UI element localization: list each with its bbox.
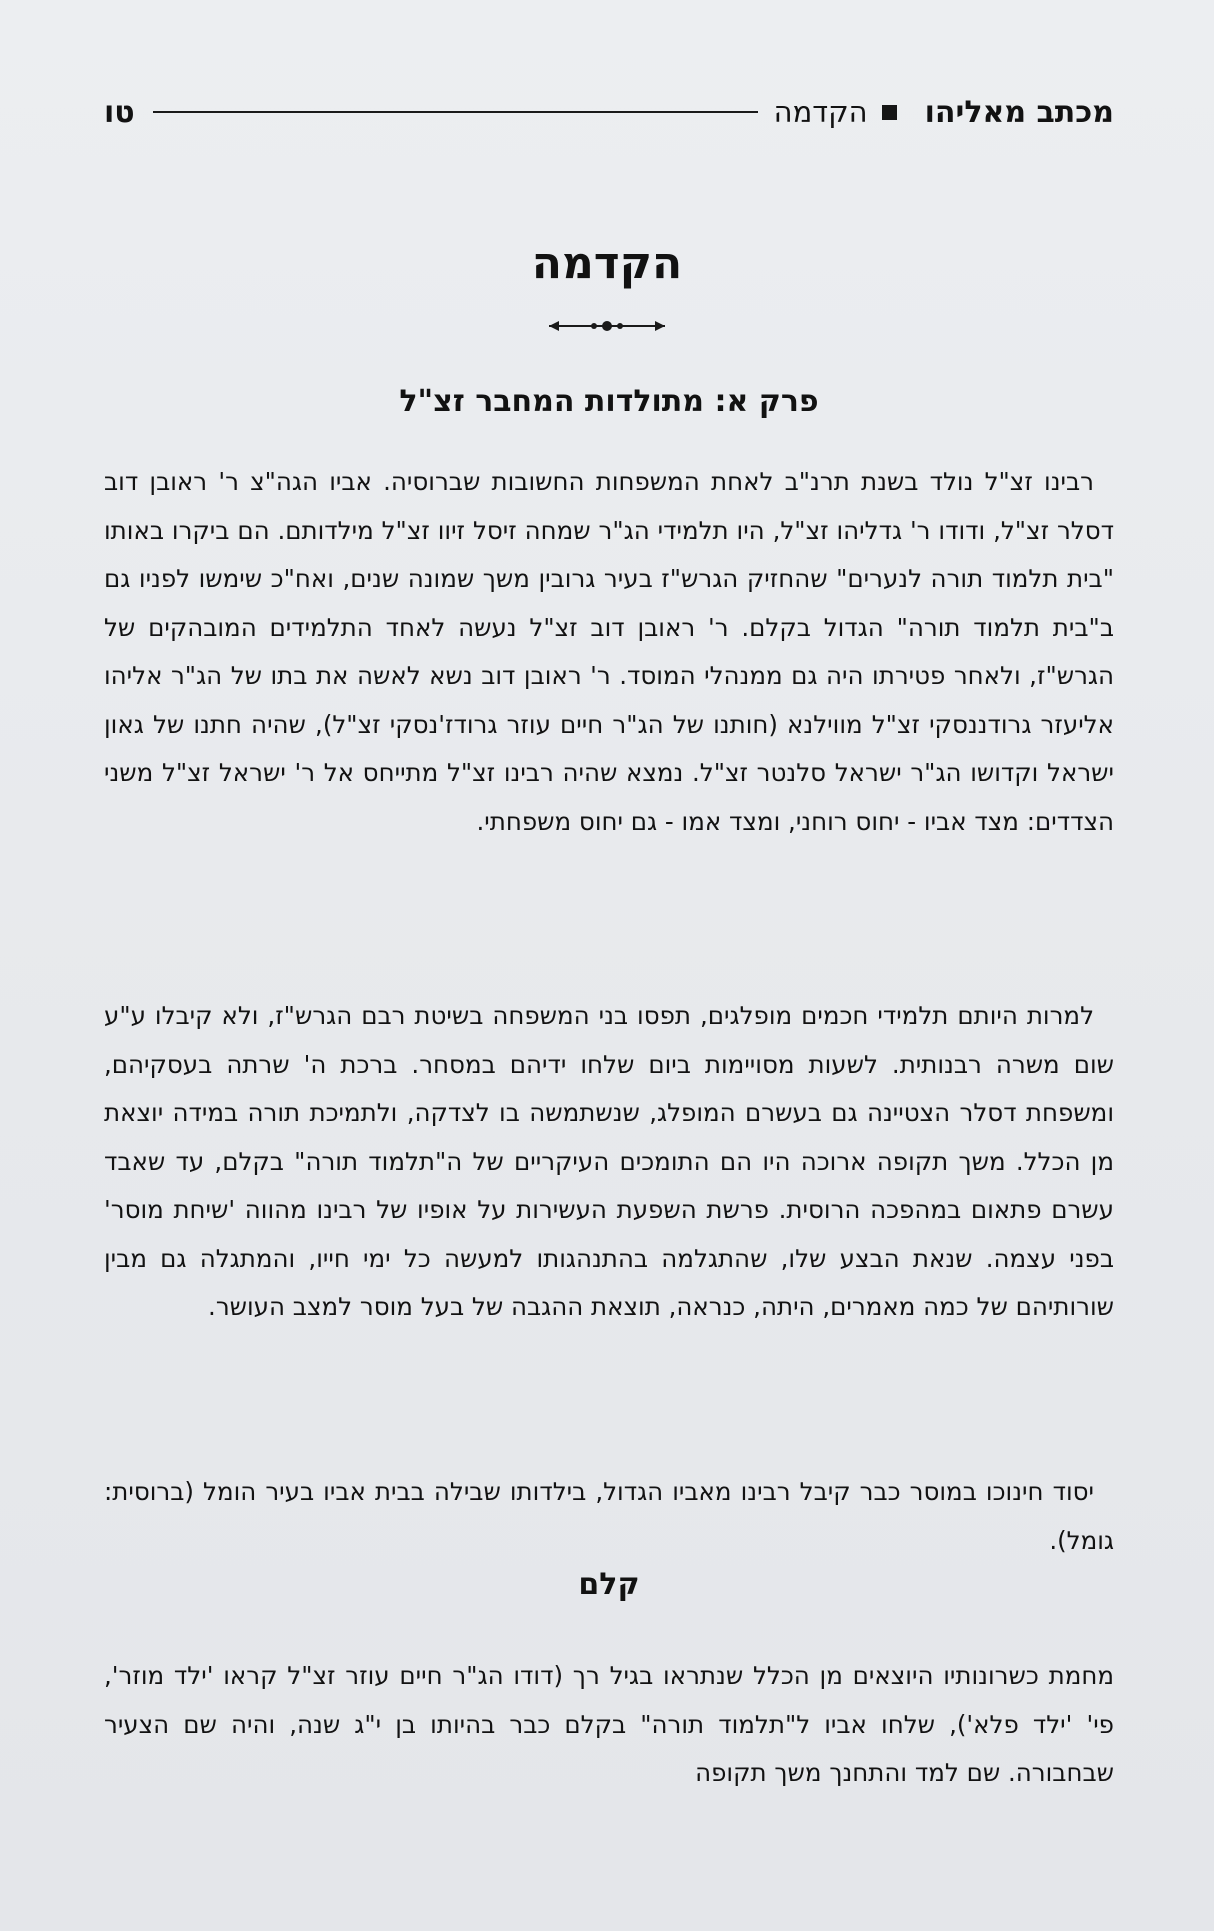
paragraph-4: מחמת כשרונותיו היוצאים מן הכלל שנתראו בגיל רך (דודו הג"ר חיים עוזר זצ"ל קראו 'ילד מוזר', פי' 'ילד פלא'), שלחו אביו ל"תלמוד תורה" בקלם כבר בהיותו בן י"ג שנה, והיה שם הצעיר שבחבורה. שם למד והתחנך משך תקופה <box>104 1661 1114 1787</box>
running-header <box>104 90 1114 134</box>
chapter-heading: פרק א: מתולדות המחבר זצ"ל <box>399 384 819 419</box>
page-title: הקדמה <box>531 238 683 289</box>
paragraph-3: יסוד חינוכו במוסר כבר קיבל רבינו מאביו הגדול, בילדותו שבילה בבית אביו בעיר הומל (ברוסית: גומל). <box>104 1477 1114 1555</box>
header-rule <box>153 111 758 113</box>
header-section-name: הקדמה <box>773 95 868 129</box>
paragraph-2: למרות היותם תלמידי חכמים מופלגים, תפסו בני המשפחה בשיטת רבם הגרש"ז, ולא קיבלו ע"ע שום משרה רבנותית. לשעות מסויימות ביום שלחו ידיהם במסחר. ברכת ה' שרתה בעסקיהם, ומשפחת דסלר הצטיינה גם בעשרם המופלג, שנשתמשה בו לצדקה, ולתמיכת תורה במידה יוצאת מן הכלל. משך תקופה ארוכה היו הם התומכים העיקריים של ה"תלמוד תורה" בקלם, עד שאבד עשרם פתאום במהפכה הרוסית. פרשת השפעת העשירות על אופיו של רבינו מהווה 'שיחת מוסר' בפני עצמה. שנאת הבצע שלו, שהתגלמה בהתנהגותו למעשה כל ימי חייו, והמתגלה גם מבין שורותיהם של כמה מאמרים, היתה, כנראה, תוצאת ההגבה של בעל מוסר למצב העושר. <box>104 1001 1114 1321</box>
page-number: טו <box>104 94 135 130</box>
square-bullet-icon <box>882 105 897 120</box>
section-heading-kelm: קלם <box>578 1567 640 1602</box>
paragraph-1: רבינו זצ"ל נולד בשנת תרנ"ב לאחת המשפחות החשובות שברוסיה. אביו הגה"צ ר' ראובן דוב דסלר זצ"ל, ודודו ר' גדליהו זצ"ל, היו תלמידי הג"ר שמחה זיסל זיוו זצ"ל מילדותם. הם ביקרו באותו "בית תלמוד תורה לנערים" שהחזיק הגרש"ז בעיר גרובין משך שמונה שנים, ואח"כ שימשו לפניו גם ב"בית תלמוד תורה" הגדול בקלם. ר' ראובן דוב זצ"ל נעשה לאחד התלמידים המובהקים של הגרש"ז, ולאחר פטירתו היה גם ממנהלי המוסד. ר' ראובן דוב נשא לאשה את בתו של הג"ר אליהו אליעזר גרודננסקי זצ"ל מווילנא (חותנו של הג"ר חיים עוזר גרודז'נסקי זצ"ל), שהיה חתנו של גאון ישראל וקדושו הג"ר ישראל סלנטר זצ"ל. נמצא שהיה רבינו זצ"ל מתייחס אל ר' ישראל זצ"ל משני הצדדים: מצד אביו - יחוס רוחני, ומצד אמו - גם יחוס משפחתי. <box>104 467 1114 836</box>
ornament-divider-icon <box>547 316 667 336</box>
book-title: מכתב מאליהו <box>924 94 1114 130</box>
